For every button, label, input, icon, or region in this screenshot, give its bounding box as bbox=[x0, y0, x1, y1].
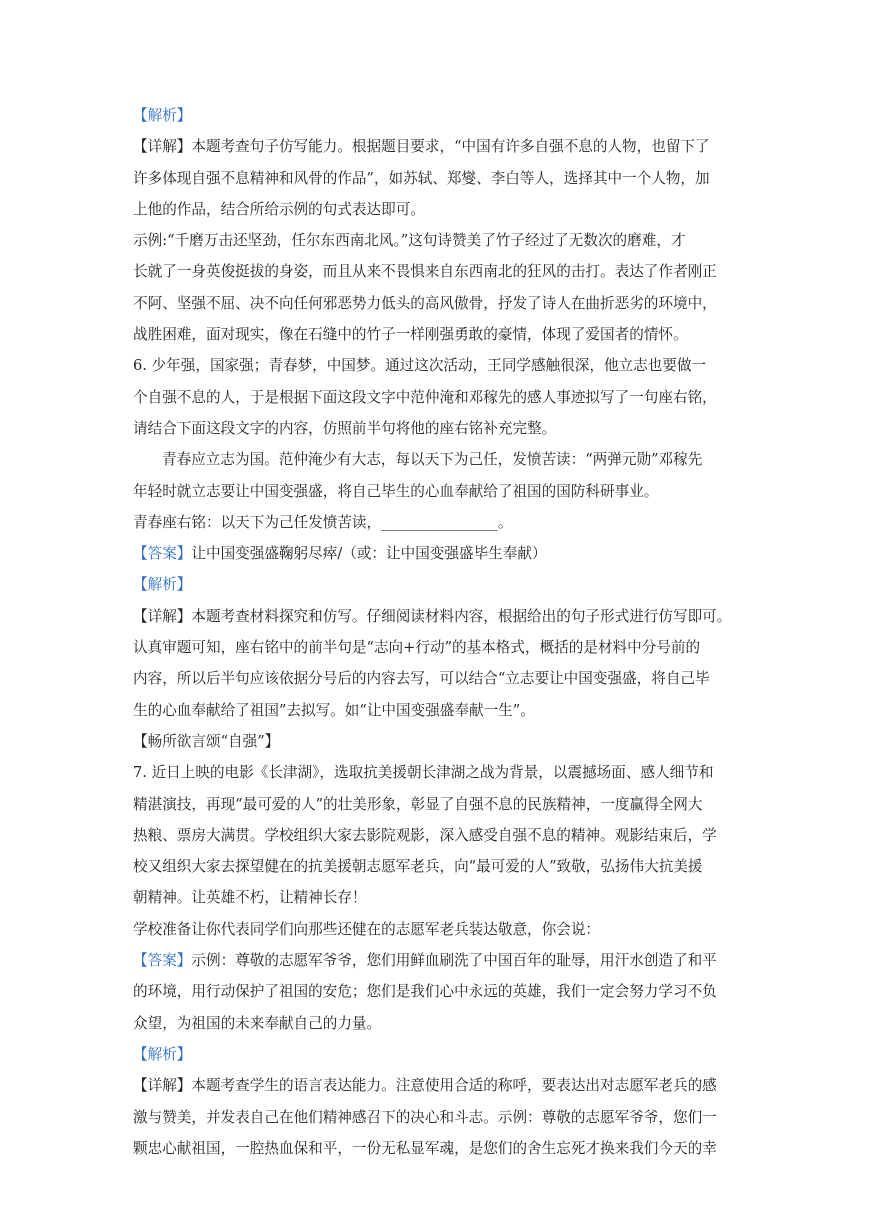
analysis-label: 【解析】 bbox=[133, 1045, 192, 1063]
analysis-label: 【解析】 bbox=[133, 107, 192, 124]
answer-line bbox=[133, 945, 739, 976]
paragraph-line: 不阿、坚强不屈、决不向任何邪恶势力低头的高风傲骨，抒发了诗人在曲折恶劣的环境中， bbox=[133, 294, 717, 312]
paragraph-line: 校又组织大家去探望健在的抗美援朝志愿军老兵，向“最可爱的人”致敬，弘扬伟大抗美援 bbox=[133, 858, 703, 876]
paragraph-line: 的环境，用行动保护了祖国的安危；您们是我们心中永远的英雄，我们一定会努力学习不负 bbox=[133, 983, 717, 1001]
paragraph-line: 【详解】本题考查材料探究和仿写。仔细阅读材料内容，根据给出的句子形式进行仿写即可。 bbox=[133, 607, 732, 625]
answer-text: 示例：尊敬的志愿军爷爷，您们用鲜血刷洗了中国百年的耻辱，用汗水创造了和平 bbox=[191, 952, 717, 970]
passage-line: 年轻时就立志要让中国变强盛，将自己毕生的心血奉献给了祖国的国防科研事业。 bbox=[133, 482, 659, 500]
question-6: 6. 少年强，国家强；青春梦，中国梦。通过这次活动，王同学感触很深，他立志也要做一 bbox=[133, 357, 707, 375]
paragraph-line: 长就了一身英俊挺拔的身姿，而且从来不畏惧来自东西南北的狂风的击打。表达了作者刚正 bbox=[133, 263, 717, 281]
paragraph-line: 战胜困难，面对现实，像在石缝中的竹子一样刚强勇敢的豪情，体现了爱国者的情怀。 bbox=[133, 326, 688, 344]
answer-label: 【答案】 bbox=[133, 952, 192, 970]
paragraph-line: 个自强不息的人，于是根据下面这段文字中范仲淹和邓稼先的感人事迹拟写了一句座右铭， bbox=[133, 388, 717, 406]
analysis-label: 【解析】 bbox=[133, 576, 192, 594]
answer-label: 【答案】 bbox=[133, 545, 192, 563]
paragraph-line: 请结合下面这段文字的内容，仿照前半句将他的座右铭补充完整。 bbox=[133, 419, 557, 437]
section-heading: 【畅所欲言颂“自强”】 bbox=[133, 732, 280, 750]
paragraph-line: 示例:“千磨万击还坚劲，任尔东西南北风。”这句诗赞美了竹子经过了无数次的磨难，才 bbox=[133, 232, 686, 250]
paragraph-line: 激与赞美，并发表自己在他们精神感召下的决心和斗志。示例：尊敬的志愿军爷爷，您们一 bbox=[133, 1108, 717, 1126]
document-page bbox=[133, 100, 739, 1164]
paragraph-line: 颗忠心献祖国，一腔热血保和平，一份无私显军魂，是您们的舍生忘死才换来我们今天的幸 bbox=[133, 1139, 717, 1157]
paragraph-line: 生的心血奉献给了祖国”去拟写。如“让中国变强盛奉献一生”。 bbox=[133, 701, 535, 719]
motto-line: 青春座右铭：以天下为己任发愤苦读，________________。 bbox=[133, 513, 513, 531]
answer-text: 让中国变强盛鞠躬尽瘁/（或：让中国变强盛毕生奉献） bbox=[191, 545, 547, 563]
paragraph-line: 【详解】本题考查句子仿写能力。根据题目要求，“中国有许多自强不息的人物，也留下了 bbox=[133, 138, 710, 156]
paragraph-line: 朝精神。让英雄不朽，让精神长存！ bbox=[133, 889, 367, 907]
paragraph-line: 许多体现自强不息精神和风骨的作品”，如苏轼、郑燮、李白等人，选择其中一个人物，加 bbox=[133, 169, 710, 187]
answer-line bbox=[133, 538, 739, 569]
paragraph-line: 热粮、票房大满贯。学校组织大家去影院观影，深入感受自强不息的精神。观影结束后，学 bbox=[133, 826, 717, 844]
paragraph-line: 众望，为祖国的未来奉献自己的力量。 bbox=[133, 1014, 382, 1032]
paragraph-line: 认真审题可知，座右铭中的前半句是“志向+行动”的基本格式，概括的是材料中分号前的 bbox=[133, 639, 701, 657]
paragraph-line: 内容，所以后半句应该依据分号后的内容去写，可以结合“立志要让中国变强盛，将自己毕 bbox=[133, 670, 710, 688]
paragraph-line: 精湛演技，再现“最可爱的人”的壮美形象，彰显了自强不息的民族精神，一度赢得全网大 bbox=[133, 795, 703, 813]
paragraph-line: 上他的作品，结合所给示例的句式表达即可。 bbox=[133, 200, 425, 218]
paragraph-line: 【详解】本题考查学生的语言表达能力。注意使用合适的称呼，要表达出对志愿军老兵的感 bbox=[133, 1077, 717, 1095]
question-7: 7. 近日上映的电影《长津湖》，选取抗美援朝长津湖之战为背景，以震撼场面、感人细节和 bbox=[133, 764, 714, 782]
passage-line: 青春应立志为国。范仲淹少有大志，每以天下为己任，发愤苦读：“两弹元勋”邓稼先 bbox=[162, 451, 703, 469]
paragraph-line: 学校准备让你代表同学们向那些还健在的志愿军老兵装达敬意，你会说： bbox=[133, 920, 601, 938]
